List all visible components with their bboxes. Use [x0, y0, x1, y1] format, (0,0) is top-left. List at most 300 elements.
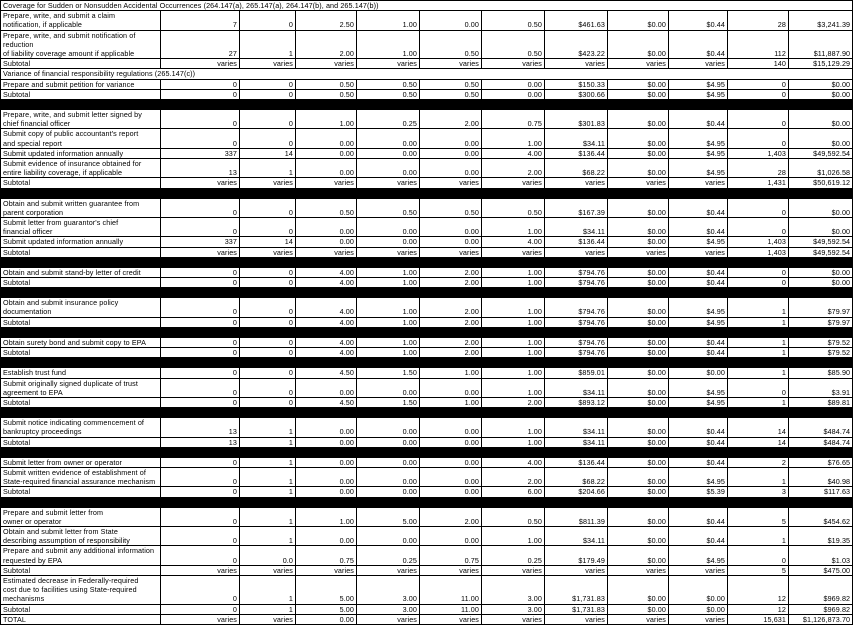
- value-cell: $15,129.29: [789, 59, 853, 69]
- value-cell: 0.50: [296, 198, 357, 217]
- value-cell: 0: [161, 546, 240, 565]
- value-cell: 0.00: [420, 159, 482, 178]
- subtotal-row: [1, 317, 853, 327]
- value-cell: 4.00: [296, 267, 357, 277]
- activity-description: Subtotal: [1, 348, 161, 358]
- value-cell: 2.00: [482, 159, 545, 178]
- value-cell: $4.95: [669, 546, 728, 565]
- activity-description: Prepare and submit letter from owner or operator: [1, 507, 161, 526]
- activity-description: Subtotal: [1, 565, 161, 575]
- value-cell: varies: [240, 565, 296, 575]
- value-cell: $79.97: [789, 317, 853, 327]
- value-cell: $300.66: [545, 89, 608, 99]
- value-cell: 3.00: [482, 604, 545, 614]
- table-row: [1, 546, 853, 565]
- value-cell: 0.00: [296, 467, 357, 486]
- value-cell: 0: [161, 110, 240, 129]
- value-cell: 0.50: [482, 198, 545, 217]
- value-cell: 0.00: [296, 218, 357, 237]
- table-row: [1, 467, 853, 486]
- value-cell: $68.22: [545, 467, 608, 486]
- value-cell: 4.00: [482, 457, 545, 467]
- section-divider: [1, 497, 853, 507]
- value-cell: 0.0: [240, 546, 296, 565]
- value-cell: 1.00: [296, 110, 357, 129]
- value-cell: $859.01: [545, 368, 608, 378]
- table-row: [1, 575, 853, 604]
- value-cell: varies: [420, 178, 482, 188]
- value-cell: $0.00: [608, 467, 669, 486]
- value-cell: 1.00: [482, 278, 545, 288]
- activity-description: Prepare and submit petition for variance: [1, 79, 161, 89]
- value-cell: varies: [296, 178, 357, 188]
- table-row: [1, 129, 853, 148]
- value-cell: 0: [728, 278, 789, 288]
- value-cell: 0.00: [420, 526, 482, 545]
- section-divider: [1, 257, 853, 267]
- value-cell: 1,403: [728, 247, 789, 257]
- value-cell: $0.44: [669, 457, 728, 467]
- value-cell: 2.00: [420, 278, 482, 288]
- value-cell: 1: [240, 457, 296, 467]
- section-divider: [1, 100, 853, 110]
- value-cell: 2.00: [420, 348, 482, 358]
- value-cell: 14: [240, 237, 296, 247]
- value-cell: varies: [545, 565, 608, 575]
- value-cell: 1.00: [420, 368, 482, 378]
- value-cell: 0.00: [420, 487, 482, 497]
- value-cell: 28: [728, 11, 789, 30]
- value-cell: 0: [240, 298, 296, 317]
- value-cell: 0: [161, 487, 240, 497]
- value-cell: 1.00: [357, 298, 420, 317]
- value-cell: $0.00: [608, 604, 669, 614]
- value-cell: 1.00: [482, 129, 545, 148]
- value-cell: 1: [240, 604, 296, 614]
- value-cell: $461.63: [545, 11, 608, 30]
- value-cell: 0.00: [420, 457, 482, 467]
- value-cell: varies: [608, 178, 669, 188]
- value-cell: $150.33: [545, 79, 608, 89]
- value-cell: 1: [240, 507, 296, 526]
- value-cell: 0.50: [357, 198, 420, 217]
- value-cell: 1.50: [357, 397, 420, 407]
- value-cell: $11,887.90: [789, 30, 853, 59]
- value-cell: 1.00: [357, 337, 420, 347]
- value-cell: 0.00: [420, 129, 482, 148]
- value-cell: $34.11: [545, 437, 608, 447]
- value-cell: $0.00: [608, 337, 669, 347]
- value-cell: $0.00: [608, 267, 669, 277]
- value-cell: $4.95: [669, 397, 728, 407]
- value-cell: 0.75: [420, 546, 482, 565]
- value-cell: varies: [669, 565, 728, 575]
- value-cell: $4.95: [669, 378, 728, 397]
- value-cell: $811.39: [545, 507, 608, 526]
- value-cell: $0.00: [789, 278, 853, 288]
- activity-description: Subtotal: [1, 487, 161, 497]
- value-cell: 112: [728, 30, 789, 59]
- table-row: [1, 79, 853, 89]
- value-cell: $0.00: [608, 368, 669, 378]
- value-cell: 0.00: [420, 237, 482, 247]
- value-cell: $4.95: [669, 317, 728, 327]
- value-cell: 13: [161, 159, 240, 178]
- value-cell: $475.00: [789, 565, 853, 575]
- value-cell: $0.00: [789, 218, 853, 237]
- value-cell: varies: [357, 247, 420, 257]
- activity-description: Subtotal: [1, 397, 161, 407]
- value-cell: 0.00: [482, 79, 545, 89]
- section-divider-bar: [1, 327, 853, 337]
- value-cell: 0: [240, 11, 296, 30]
- value-cell: 3.00: [357, 604, 420, 614]
- subtotal-row: [1, 487, 853, 497]
- value-cell: $85.90: [789, 368, 853, 378]
- value-cell: 4.00: [296, 317, 357, 327]
- value-cell: 0.00: [420, 218, 482, 237]
- value-cell: 1: [728, 368, 789, 378]
- value-cell: 4.50: [296, 397, 357, 407]
- value-cell: $0.00: [608, 507, 669, 526]
- value-cell: $204.66: [545, 487, 608, 497]
- subtotal-row: [1, 89, 853, 99]
- value-cell: 0: [161, 79, 240, 89]
- value-cell: 1.50: [357, 368, 420, 378]
- value-cell: $117.63: [789, 487, 853, 497]
- value-cell: 1.00: [357, 11, 420, 30]
- value-cell: 0.50: [296, 89, 357, 99]
- value-cell: $0.00: [608, 110, 669, 129]
- value-cell: 1,431: [728, 178, 789, 188]
- value-cell: $794.76: [545, 348, 608, 358]
- subtotal-row: [1, 247, 853, 257]
- activity-description: Prepare and submit any additional information requested by EPA: [1, 546, 161, 565]
- value-cell: 0: [161, 378, 240, 397]
- value-cell: $0.44: [669, 218, 728, 237]
- value-cell: 5: [728, 507, 789, 526]
- value-cell: 0.00: [357, 418, 420, 437]
- value-cell: $0.44: [669, 526, 728, 545]
- value-cell: 1.00: [482, 348, 545, 358]
- value-cell: 12: [728, 604, 789, 614]
- value-cell: $0.00: [608, 30, 669, 59]
- subtotal-row: [1, 565, 853, 575]
- value-cell: $0.00: [608, 317, 669, 327]
- value-cell: 1: [728, 397, 789, 407]
- activity-description: Submit updated information annually: [1, 237, 161, 247]
- value-cell: 1.00: [482, 378, 545, 397]
- activity-description: Obtain and submit stand-by letter of credit: [1, 267, 161, 277]
- value-cell: $4.95: [669, 237, 728, 247]
- table-row: [1, 337, 853, 347]
- value-cell: $0.00: [608, 397, 669, 407]
- table-row: [1, 507, 853, 526]
- activity-description: Subtotal: [1, 437, 161, 447]
- value-cell: 0.00: [420, 378, 482, 397]
- activity-description: Estimated decrease in Federally-required cost due to facilities using State-required mechanisms: [1, 575, 161, 604]
- value-cell: $794.76: [545, 337, 608, 347]
- value-cell: 0: [240, 397, 296, 407]
- activity-description: Subtotal: [1, 317, 161, 327]
- value-cell: 3: [728, 487, 789, 497]
- value-cell: 1: [240, 487, 296, 497]
- value-cell: varies: [296, 59, 357, 69]
- value-cell: varies: [420, 565, 482, 575]
- value-cell: varies: [545, 247, 608, 257]
- value-cell: 0.00: [296, 418, 357, 437]
- value-cell: $0.44: [669, 11, 728, 30]
- value-cell: $0.00: [789, 198, 853, 217]
- activity-description: Submit originally signed duplicate of trust agreement to EPA: [1, 378, 161, 397]
- subtotal-row: [1, 59, 853, 69]
- value-cell: $136.44: [545, 237, 608, 247]
- value-cell: 0.00: [296, 148, 357, 158]
- value-cell: 15,631: [728, 614, 789, 624]
- value-cell: 0.00: [357, 437, 420, 447]
- value-cell: 0.50: [482, 30, 545, 59]
- section-divider: [1, 358, 853, 368]
- value-cell: $1,026.58: [789, 159, 853, 178]
- value-cell: $4.95: [669, 79, 728, 89]
- value-cell: 0: [728, 110, 789, 129]
- value-cell: varies: [420, 247, 482, 257]
- value-cell: 0.50: [420, 89, 482, 99]
- value-cell: 0.50: [482, 11, 545, 30]
- activity-description: Subtotal: [1, 278, 161, 288]
- activity-description: Submit copy of public accountant's report and special report: [1, 129, 161, 148]
- value-cell: 0.50: [420, 198, 482, 217]
- value-cell: $0.00: [608, 546, 669, 565]
- section-divider-bar: [1, 497, 853, 507]
- value-cell: $0.00: [608, 298, 669, 317]
- value-cell: 0.00: [296, 457, 357, 467]
- value-cell: 0.25: [482, 546, 545, 565]
- table-row: [1, 198, 853, 217]
- value-cell: $794.76: [545, 317, 608, 327]
- value-cell: $0.00: [608, 437, 669, 447]
- value-cell: 0.00: [357, 237, 420, 247]
- value-cell: 1: [728, 348, 789, 358]
- value-cell: $0.44: [669, 198, 728, 217]
- activity-description: Subtotal: [1, 89, 161, 99]
- section-heading-row: [1, 69, 853, 79]
- value-cell: varies: [357, 178, 420, 188]
- value-cell: varies: [240, 178, 296, 188]
- value-cell: 0.25: [357, 546, 420, 565]
- value-cell: 0.50: [296, 79, 357, 89]
- section-divider-bar: [1, 447, 853, 457]
- value-cell: $0.44: [669, 278, 728, 288]
- value-cell: 12: [728, 575, 789, 604]
- value-cell: $40.98: [789, 467, 853, 486]
- value-cell: 0: [161, 218, 240, 237]
- value-cell: $0.00: [608, 218, 669, 237]
- value-cell: varies: [482, 178, 545, 188]
- value-cell: varies: [161, 178, 240, 188]
- value-cell: $0.44: [669, 337, 728, 347]
- value-cell: 0: [161, 457, 240, 467]
- value-cell: 0: [161, 575, 240, 604]
- table-row: [1, 30, 853, 59]
- subtotal-row: [1, 178, 853, 188]
- table-row: [1, 526, 853, 545]
- value-cell: 14: [728, 418, 789, 437]
- value-cell: 0.25: [357, 110, 420, 129]
- value-cell: 1: [240, 467, 296, 486]
- value-cell: $4.95: [669, 148, 728, 158]
- value-cell: 0: [161, 397, 240, 407]
- value-cell: 1,403: [728, 148, 789, 158]
- table-title: Coverage for Sudden or Nonsudden Accidental Occurrences (264.147(a), 265.147(a), 264.147(b), and 265.147(b)): [1, 1, 853, 11]
- activity-description: Establish trust fund: [1, 368, 161, 378]
- value-cell: 0: [240, 368, 296, 378]
- value-cell: $0.00: [608, 348, 669, 358]
- value-cell: $79.52: [789, 337, 853, 347]
- activity-description: Obtain surety bond and submit copy to EPA: [1, 337, 161, 347]
- value-cell: $0.44: [669, 437, 728, 447]
- value-cell: $0.00: [669, 575, 728, 604]
- activity-description: Submit updated information annually: [1, 148, 161, 158]
- value-cell: $794.76: [545, 298, 608, 317]
- value-cell: $454.62: [789, 507, 853, 526]
- value-cell: 1.00: [482, 526, 545, 545]
- table-title-row: [1, 1, 853, 11]
- section-divider: [1, 188, 853, 198]
- value-cell: $3.91: [789, 378, 853, 397]
- value-cell: varies: [608, 614, 669, 624]
- value-cell: $794.76: [545, 278, 608, 288]
- value-cell: $179.49: [545, 546, 608, 565]
- value-cell: 0.00: [296, 526, 357, 545]
- value-cell: 1.00: [482, 267, 545, 277]
- section-divider-bar: [1, 188, 853, 198]
- section-divider-bar: [1, 288, 853, 298]
- section-divider-bar: [1, 100, 853, 110]
- value-cell: 0: [728, 218, 789, 237]
- value-cell: 1.00: [357, 278, 420, 288]
- value-cell: 0: [240, 110, 296, 129]
- value-cell: 1: [240, 526, 296, 545]
- value-cell: 2.00: [420, 267, 482, 277]
- value-cell: $893.12: [545, 397, 608, 407]
- value-cell: 0: [161, 337, 240, 347]
- value-cell: $76.65: [789, 457, 853, 467]
- value-cell: varies: [545, 59, 608, 69]
- activity-description: Submit letter from owner or operator: [1, 457, 161, 467]
- subtotal-row: [1, 397, 853, 407]
- value-cell: 2.00: [296, 30, 357, 59]
- value-cell: 0: [161, 368, 240, 378]
- value-cell: $794.76: [545, 267, 608, 277]
- activity-description: Subtotal: [1, 178, 161, 188]
- section-divider: [1, 447, 853, 457]
- value-cell: 2.00: [420, 337, 482, 347]
- value-cell: 5.00: [296, 575, 357, 604]
- value-cell: 0.75: [296, 546, 357, 565]
- value-cell: 1: [240, 159, 296, 178]
- value-cell: 0: [240, 348, 296, 358]
- value-cell: 4.00: [296, 337, 357, 347]
- value-cell: varies: [545, 614, 608, 624]
- value-cell: 0.00: [296, 614, 357, 624]
- value-cell: 0.00: [357, 526, 420, 545]
- value-cell: 4.50: [296, 368, 357, 378]
- value-cell: 14: [728, 437, 789, 447]
- value-cell: $68.22: [545, 159, 608, 178]
- value-cell: varies: [608, 247, 669, 257]
- value-cell: $4.95: [669, 129, 728, 148]
- section-divider: [1, 288, 853, 298]
- value-cell: 3.00: [357, 575, 420, 604]
- value-cell: 0: [728, 79, 789, 89]
- value-cell: $301.83: [545, 110, 608, 129]
- value-cell: varies: [420, 59, 482, 69]
- value-cell: 7: [161, 11, 240, 30]
- value-cell: $89.81: [789, 397, 853, 407]
- value-cell: 0.50: [357, 79, 420, 89]
- value-cell: varies: [357, 614, 420, 624]
- value-cell: 5.00: [357, 507, 420, 526]
- value-cell: 0: [161, 604, 240, 614]
- value-cell: $1,731.83: [545, 575, 608, 604]
- value-cell: 0.50: [420, 79, 482, 89]
- value-cell: varies: [482, 59, 545, 69]
- value-cell: varies: [608, 59, 669, 69]
- value-cell: varies: [482, 614, 545, 624]
- table-row: [1, 237, 853, 247]
- value-cell: varies: [161, 614, 240, 624]
- value-cell: 0: [728, 129, 789, 148]
- value-cell: 0: [161, 526, 240, 545]
- subtotal-row: [1, 348, 853, 358]
- value-cell: $0.44: [669, 507, 728, 526]
- value-cell: $0.44: [669, 30, 728, 59]
- value-cell: 0.50: [420, 30, 482, 59]
- value-cell: $969.82: [789, 604, 853, 614]
- value-cell: 1.00: [482, 218, 545, 237]
- value-cell: $0.00: [608, 148, 669, 158]
- value-cell: 0.00: [420, 148, 482, 158]
- value-cell: 4.00: [296, 348, 357, 358]
- table-row: [1, 148, 853, 158]
- value-cell: 1: [240, 30, 296, 59]
- section-divider: [1, 327, 853, 337]
- activity-description: Prepare, write, and submit letter signed by chief financial officer: [1, 110, 161, 129]
- value-cell: 0.00: [357, 148, 420, 158]
- value-cell: 0: [240, 198, 296, 217]
- value-cell: $0.44: [669, 348, 728, 358]
- activity-description: Obtain and submit insurance policy documentation: [1, 298, 161, 317]
- value-cell: 13: [161, 418, 240, 437]
- value-cell: 0.00: [420, 418, 482, 437]
- value-cell: 0: [161, 507, 240, 526]
- value-cell: 1.00: [482, 368, 545, 378]
- section-divider-bar: [1, 408, 853, 418]
- value-cell: 2.00: [482, 467, 545, 486]
- value-cell: 1: [728, 526, 789, 545]
- table-row: [1, 267, 853, 277]
- value-cell: 1.00: [357, 348, 420, 358]
- value-cell: $79.97: [789, 298, 853, 317]
- value-cell: 337: [161, 148, 240, 158]
- value-cell: 27: [161, 30, 240, 59]
- value-cell: 1: [240, 418, 296, 437]
- value-cell: 0: [240, 218, 296, 237]
- value-cell: 1.00: [296, 507, 357, 526]
- subtotal-row: [1, 604, 853, 614]
- value-cell: $34.11: [545, 378, 608, 397]
